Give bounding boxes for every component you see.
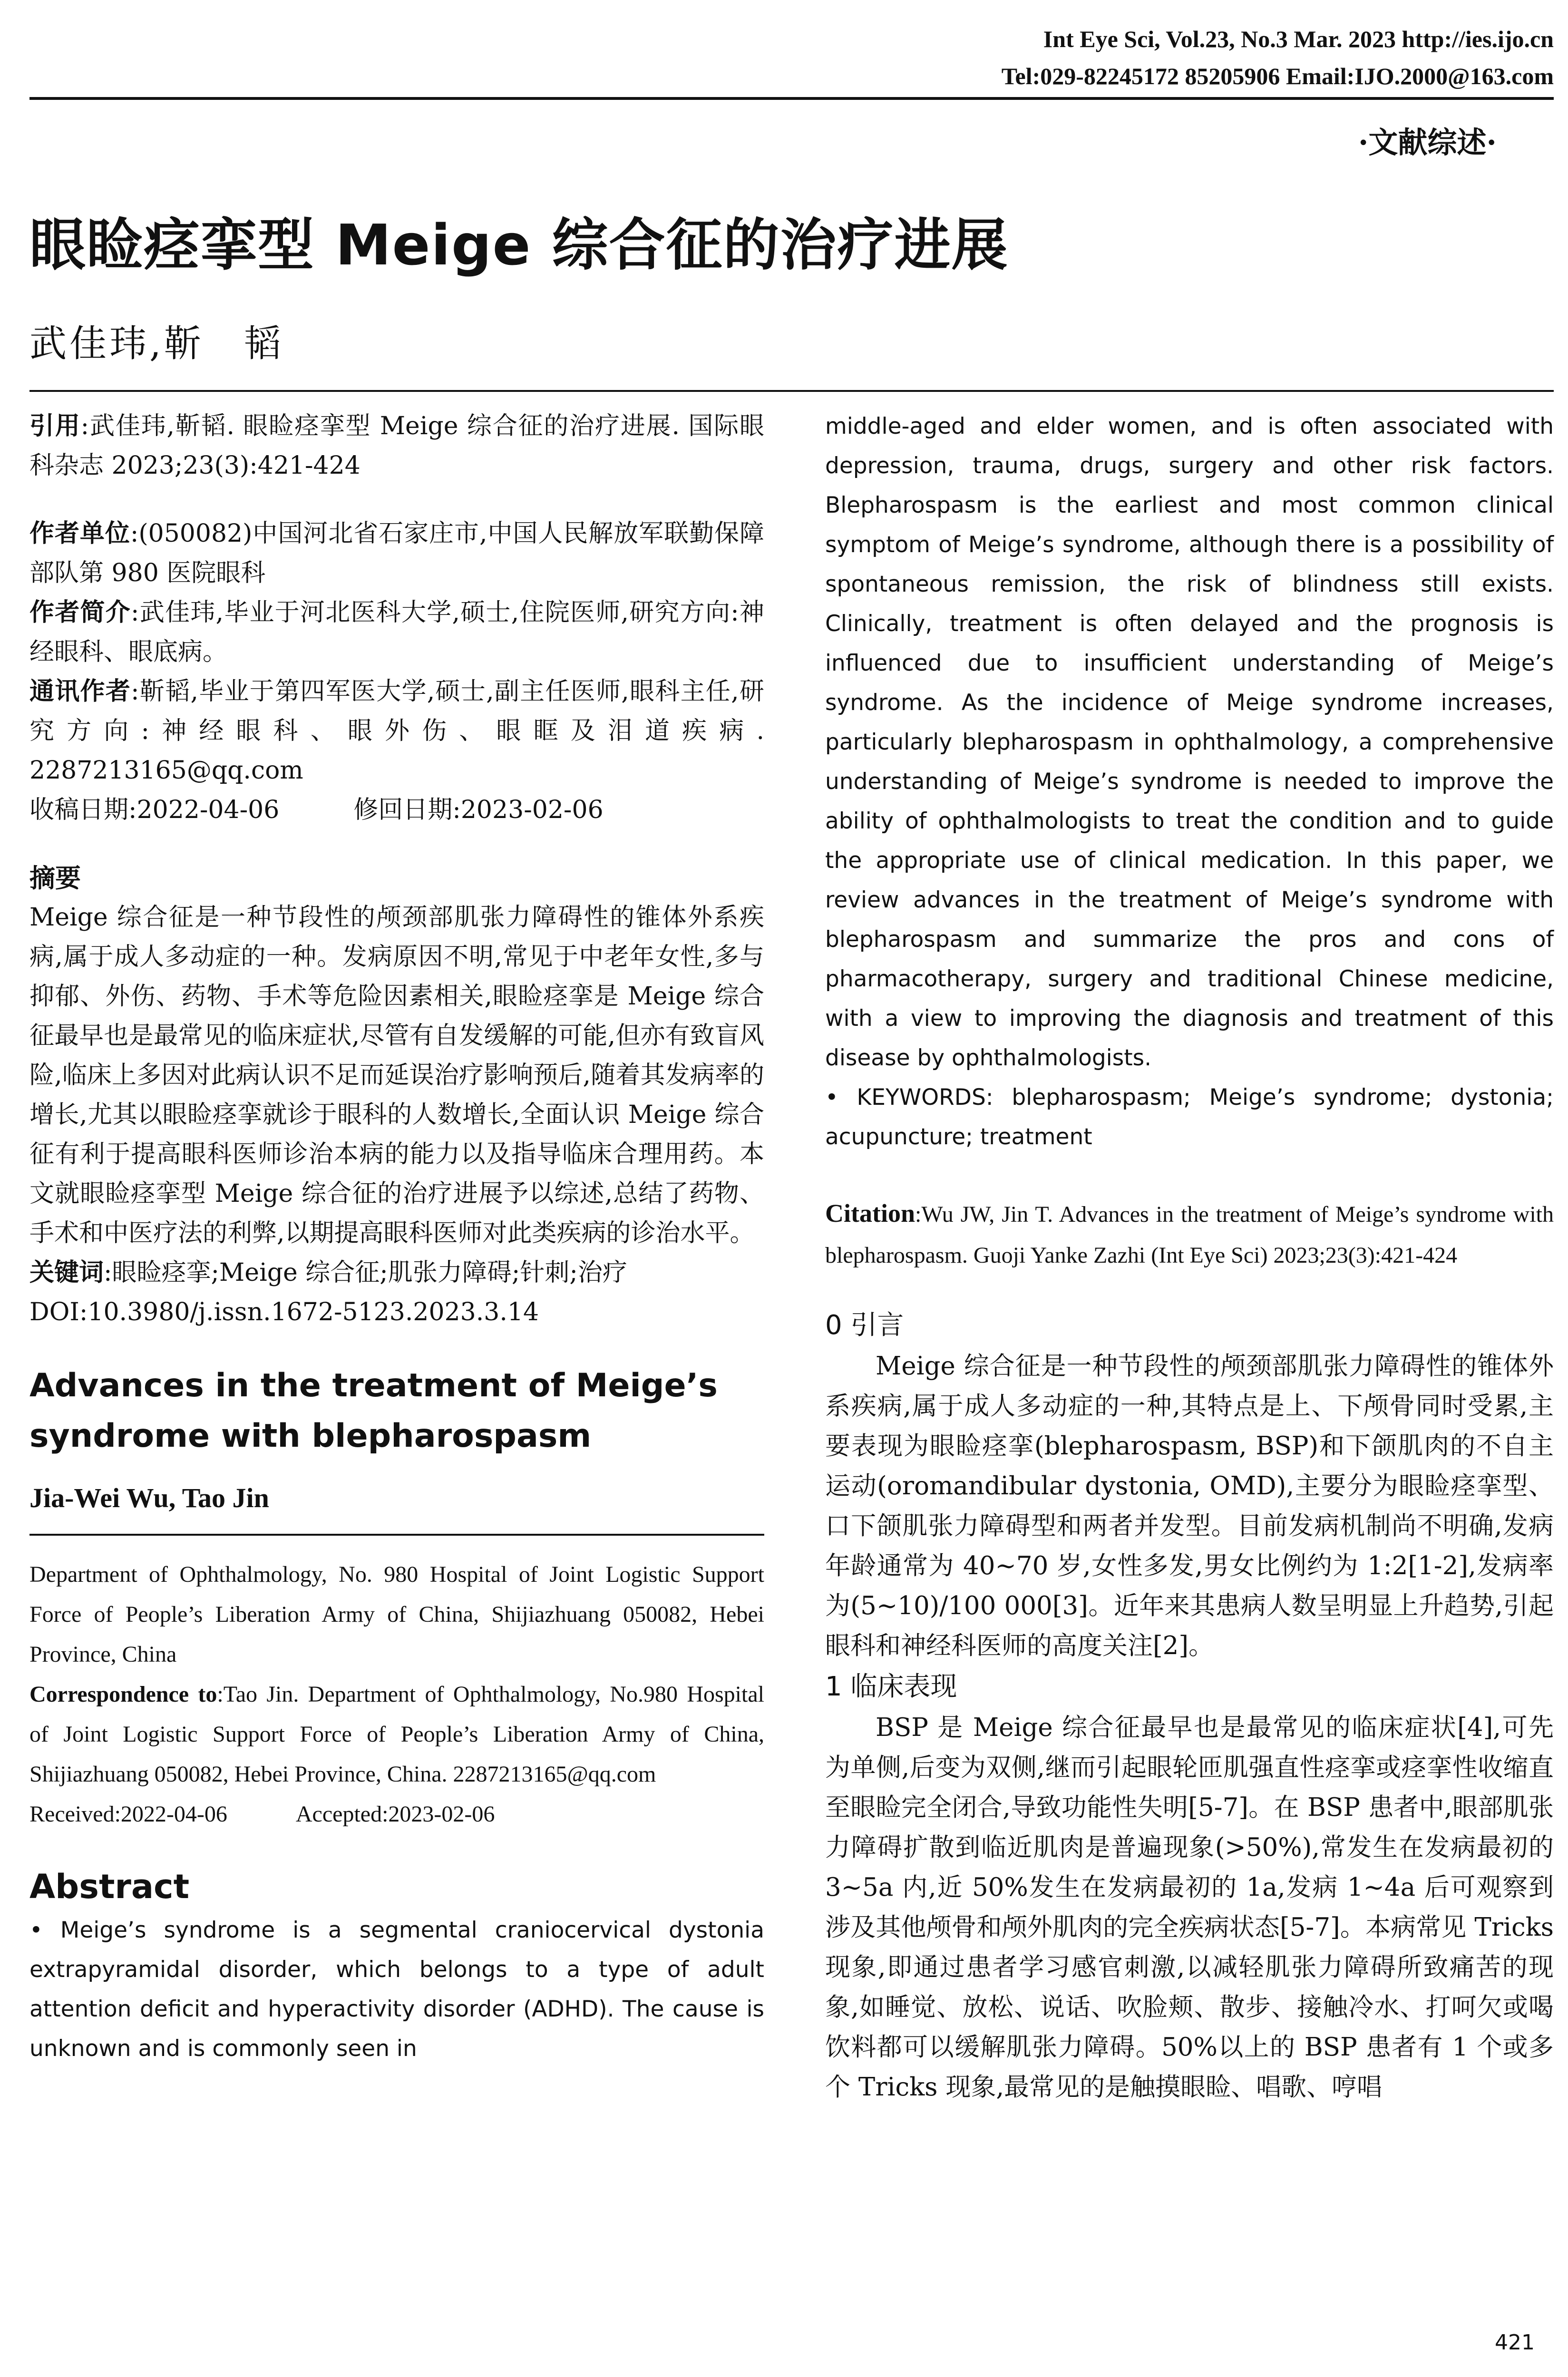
keywords-label: 关键词 — [29, 1258, 104, 1287]
left-column — [29, 407, 764, 2068]
header-rule — [29, 97, 1554, 100]
received-dates-cn: 收稿日期:2022-04-06 修回日期:2023-02-06 — [29, 796, 604, 824]
abstract-text-en-start: • Meige’s syndrome is a segmental craniocervical dystonia extrapyramidal disorder, which belongs to a type of adult attention deficit and hyperactivity disorder (ADHD). The cause is unknown and is commonly seen in — [29, 1917, 764, 2062]
en-corr-label: Correspondence to — [29, 1682, 217, 1707]
english-authors: Jia-Wei Wu, Tao Jin — [29, 1482, 269, 1513]
keywords-cn — [29, 1253, 764, 1293]
english-title: Advances in the treatment of Meige’s syndrome with blepharospasm — [29, 1367, 718, 1455]
english-correspondence — [29, 1675, 764, 1794]
corr-text: :靳韬,毕业于第四军医大学,硕士,副主任医师,眼科主任,研究方向:神经眼科、眼外伤、眼眶及泪道疾病. 2287213165@qq.com — [29, 677, 764, 785]
affiliation-label: 作者单位 — [29, 519, 130, 548]
citation-en-text: :Wu JW, Jin T. Advances in the treatment of Meige’s syndrome with blepharospasm. Guoji Yanke Zazhi (Int Eye Sci) 2023;23(3):421-424 — [825, 1202, 1554, 1268]
abstract-text-en-continued: middle-aged and elder women, and is often associated with depression, trauma, drugs, surgery and other risk factors. Blepharospasm is the earliest and most common clinical symptom of Meige’s syndrome, although there is a possibility of spontaneous remission, the risk of blindness still exists. Clinically, treatment is often delayed and the prognosis is influenced due to insufficient understanding of Meige’s syndrome. As the incidence of Meige syndrome increases, particularly blepharospasm in ophthalmology, a comprehensive understanding of Meige’s syndrome is needed to improve the ability of ophthalmologists to treat the condition and to guide the appropriate use of clinical medication. In this paper, we review advances in the treatment of Meige’s syndrome with blepharospasm and summarize the pros and cons of pharmacotherapy, surgery and traditional Chinese medicine, with a view to improving the diagnosis and treatment of this disease by ophthalmologists. — [825, 413, 1554, 1071]
citation-en — [825, 1193, 1554, 1276]
english-authors-rule — [29, 1534, 764, 1536]
abstract-heading-en: Abstract — [29, 1867, 190, 1906]
section-0-text: Meige 综合征是一种节段性的颅颈部肌张力障碍性的锥体外系疾病,属于成人多动症的一种,其特点是上、下颅骨同时受累,主要表现为眼睑痉挛(blepharospasm, BSP)和下颌肌肉的不自主运动(oromandibular dystonia, OMD),主要分为眼睑痉挛型、口下颌肌张力障碍型和两者并发型。目前发病机制尚不明确,发病年龄通常为 40~70 岁,女性多发,男女比例约为 1:2[1-2],发病率为(5~10)/100 000[3]。近年来其患病人数呈明显上升趋势,引起眼科和神经科医师的高度关注[2]。 — [825, 1352, 1554, 1660]
article-title: 眼睑痉挛型 Meige 综合征的治疗进展 — [29, 212, 1009, 278]
journal-header-line1: Int Eye Sci, Vol.23, No.3 Mar. 2023 http://ies.ijo.cn — [1043, 26, 1554, 52]
section-1-heading: 1 临床表现 — [825, 1671, 957, 1702]
section-0-heading: 0 引言 — [825, 1310, 904, 1341]
abstract-text-cn: Meige 综合征是一种节段性的颅颈部肌张力障碍性的锥体外系疾病,属于成人多动症的一种。发病原因不明,常见于中老年女性,多与抑郁、外伤、药物、手术等危险因素相关,眼睑痉挛是 Meige 综合征最早也是最常见的临床症状,尽管有自发缓解的可能,但亦有致盲风险,临床上多因对此病认识不足而延误治疗影响预后,随着其发病率的增长,尤其以眼睑痉挛就诊于眼科的人数增长,全面认识 Meige 综合征有利于提高眼科医师诊治本病的能力以及指导临床合理用药。本文就眼睑痉挛型 Meige 综合征的治疗进展予以综述,总结了药物、手术和中医疗法的利弊,以期提高眼科医师对此类疾病的诊治水平。 — [29, 903, 764, 1247]
keywords-text: :眼睑痉挛;Meige 综合征;肌张力障碍;针刺;治疗 — [104, 1258, 627, 1287]
authors-rule — [29, 390, 1554, 392]
english-department: Department of Ophthalmology, No. 980 Hospital of Joint Logistic Support Force of People’s Liberation Army of China, Shijiazhuang 050082, Hebei Province, China — [29, 1562, 764, 1667]
article-authors: 武佳玮,靳 韬 — [29, 322, 284, 365]
citation-label: 引用 — [29, 412, 81, 440]
author-bio — [29, 593, 764, 672]
keywords-en: • KEYWORDS: blepharospasm; Meige’s syndrome; dystonia; acupuncture; treatment — [825, 1084, 1554, 1150]
page-number: 421 — [1495, 2330, 1535, 2355]
bio-label: 作者简介 — [29, 598, 131, 627]
corresponding-author — [29, 672, 764, 790]
right-column — [825, 407, 1554, 2107]
english-dates: Received:2022-04-06 Accepted:2023-02-06 — [29, 1802, 495, 1827]
section-tag: ·文献综述· — [1358, 125, 1497, 160]
citation-en-label: Citation — [825, 1199, 915, 1227]
abstract-heading-cn: 摘要 — [29, 863, 81, 893]
en-corr-text: :Tao Jin. Department of Ophthalmology, No.980 Hospital of Joint Logistic Support Force of People’s Liberation Army of China, Shijiazhuang 050082, Hebei Province, China. 2287213165@qq.com — [29, 1682, 764, 1787]
corr-label: 通讯作者 — [29, 677, 131, 706]
journal-header-line2: Tel:029-82245172 85205906 Email:IJO.2000@163.com — [1001, 63, 1554, 89]
citation-cn — [29, 407, 764, 486]
citation-text: :武佳玮,靳韬. 眼睑痉挛型 Meige 综合征的治疗进展. 国际眼科杂志 2023;23(3):421-424 — [29, 412, 764, 480]
doi: DOI:10.3980/j.issn.1672-5123.2023.3.14 — [29, 1298, 539, 1326]
affiliation-text: :(050082)中国河北省石家庄市,中国人民解放军联勤保障部队第 980 医院眼科 — [29, 519, 764, 587]
bio-text: :武佳玮,毕业于河北医科大学,硕士,住院医师,研究方向:神经眼科、眼底病。 — [29, 598, 764, 666]
affiliation — [29, 514, 764, 593]
section-1-text: BSP 是 Meige 综合征最早也是最常见的临床症状[4],可先为单侧,后变为双侧,继而引起眼轮匝肌强直性痉挛或痉挛性收缩直至眼睑完全闭合,导致功能性失明[5-7]。在 BSP 患者中,眼部肌张力障碍扩散到临近肌肉是普遍现象(>50%),常发生在发病最初的 3~5a 内,近 50%发生在发病最初的 1a,发病 1~4a 后可观察到涉及其他颅骨和颅外肌肉的完全疾病状态[5-7]。本病常见 Tricks 现象,即通过患者学习感官刺激,以减轻肌张力障碍所致痛苦的现象,如睡觉、放松、说话、吹脸颊、散步、接触冷水、打呵欠或喝饮料都可以缓解肌张力障碍。50%以上的 BSP 患者有 1 个或多个 Tricks 现象,最常见的是触摸眼睑、唱歌、哼唱 — [825, 1713, 1554, 2102]
